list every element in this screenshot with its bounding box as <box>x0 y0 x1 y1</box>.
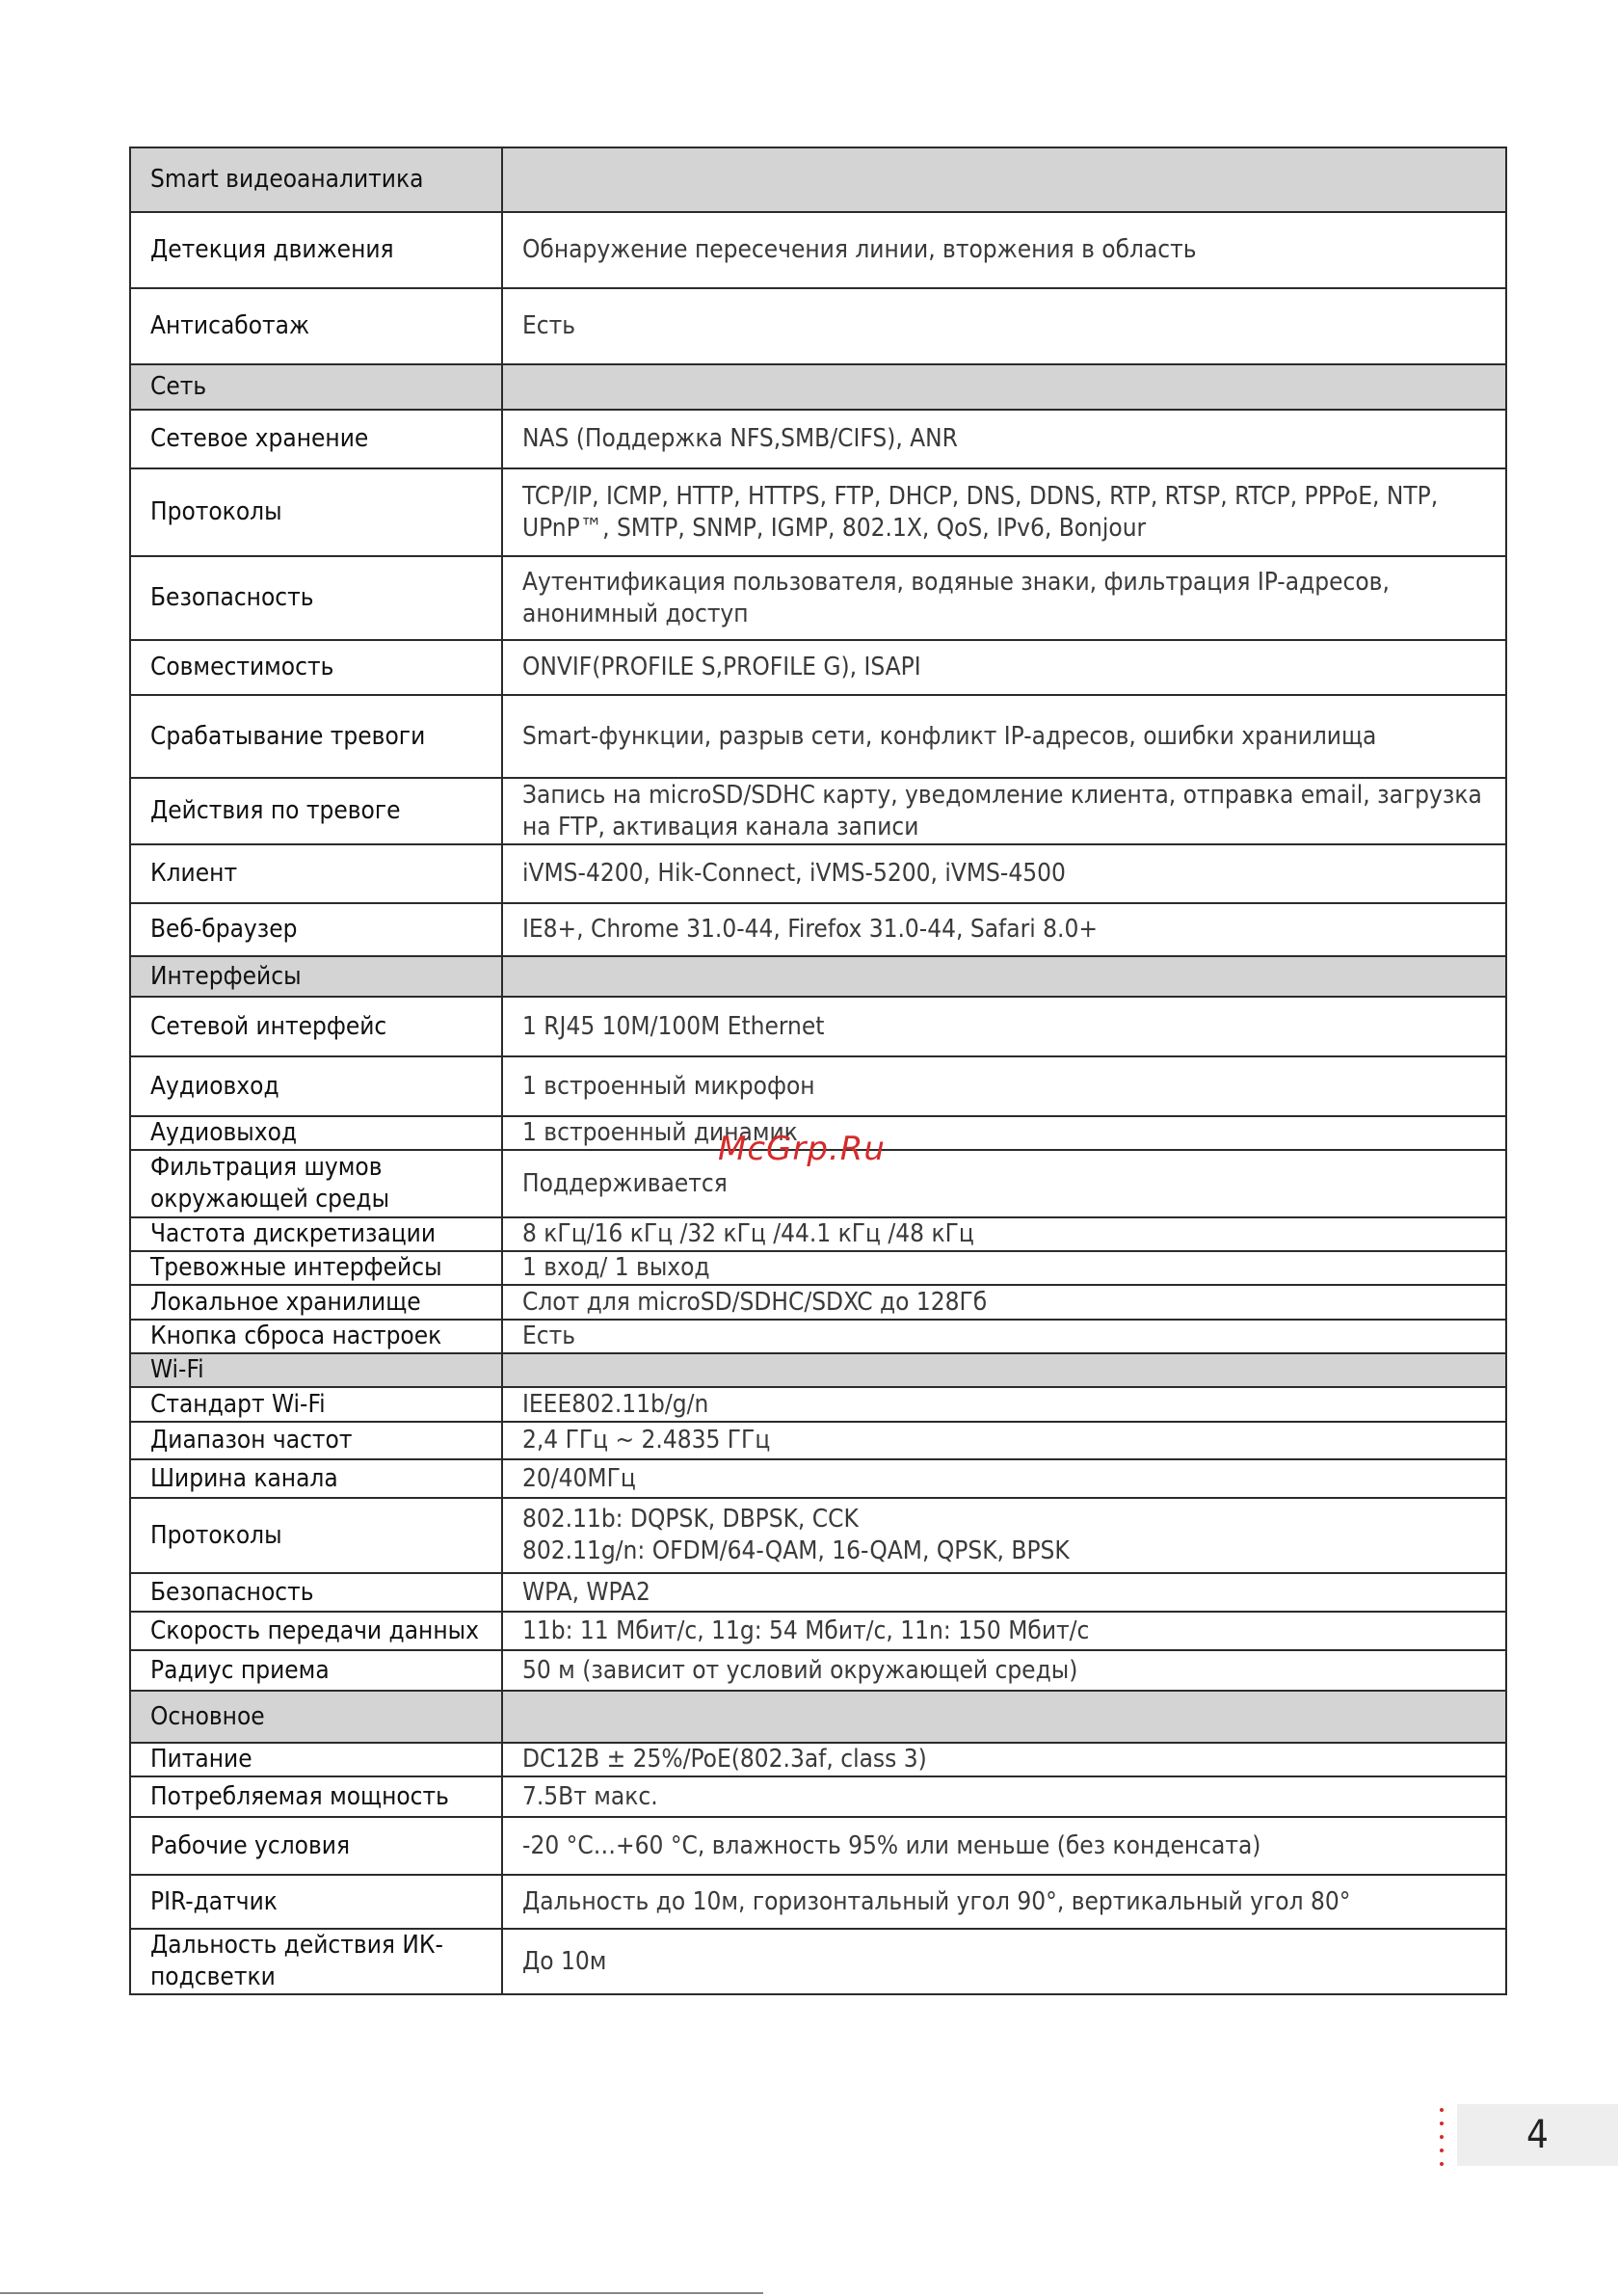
spec-value: 1 встроенный динамик <box>502 1116 1506 1150</box>
section-blank <box>502 1353 1506 1387</box>
spec-value: Есть <box>502 288 1506 364</box>
section-blank <box>502 147 1506 212</box>
spec-row <box>130 1459 1506 1498</box>
spec-label: Клиент <box>130 844 502 903</box>
spec-label: Питание <box>130 1743 502 1776</box>
spec-row <box>130 903 1506 956</box>
spec-value: 802.11b: DQPSK, DBPSK, CCK 802.11g/n: OFDM/64-QAM, 16-QAM, QPSK, BPSK <box>502 1498 1506 1573</box>
spec-label: Веб-браузер <box>130 903 502 956</box>
spec-value: Слот для microSD/SDHC/SDXC до 128Гб <box>502 1285 1506 1320</box>
spec-value: Запись на microSD/SDHC карту, уведомление клиента, отправка email, загрузка на FTP, активация канала записи <box>502 778 1506 844</box>
section-title: Wi-Fi <box>130 1353 502 1387</box>
spec-label: Частота дискретизации <box>130 1217 502 1251</box>
spec-row <box>130 1817 1506 1875</box>
spec-label: Действия по тревоге <box>130 778 502 844</box>
page-number-box <box>1457 2104 1618 2166</box>
spec-value: Есть <box>502 1320 1506 1353</box>
spec-row <box>130 1612 1506 1650</box>
spec-label: Совместимость <box>130 640 502 695</box>
spec-row <box>130 844 1506 903</box>
spec-label: Аудиовход <box>130 1056 502 1116</box>
page-number: 4 <box>1526 2113 1549 2157</box>
spec-value: ONVIF(PROFILE S,PROFILE G), ISAPI <box>502 640 1506 695</box>
spec-row <box>130 1251 1506 1285</box>
spec-label: Скорость передачи данных <box>130 1612 502 1650</box>
section-title: Smart видеоаналитика <box>130 147 502 212</box>
spec-row <box>130 1650 1506 1691</box>
spec-value: DC12В ± 25%/PoE(802.3af, class 3) <box>502 1743 1506 1776</box>
spec-row <box>130 640 1506 695</box>
section-blank <box>502 1691 1506 1743</box>
spec-label: Сетевое хранение <box>130 410 502 468</box>
spec-row <box>130 1217 1506 1251</box>
spec-value: IEEE802.11b/g/n <box>502 1387 1506 1422</box>
spec-label: Антисаботаж <box>130 288 502 364</box>
spec-row <box>130 410 1506 468</box>
spec-row <box>130 1498 1506 1573</box>
spec-value: WPA, WPA2 <box>502 1573 1506 1612</box>
spec-label: Срабатывание тревоги <box>130 695 502 778</box>
spec-label: Кнопка сброса настроек <box>130 1320 502 1353</box>
spec-value: Аутентификация пользователя, водяные знаки, фильтрация IP-адресов, анонимный доступ <box>502 556 1506 640</box>
spec-row <box>130 1929 1506 1994</box>
spec-row <box>130 1285 1506 1320</box>
spec-row <box>130 1743 1506 1776</box>
spec-row <box>130 556 1506 640</box>
spec-value: Обнаружение пересечения линии, вторжения в область <box>502 212 1506 288</box>
spec-label: PIR-датчик <box>130 1875 502 1929</box>
spec-value: 1 RJ45 10M/100M Ethernet <box>502 997 1506 1056</box>
spec-value: 50 м (зависит от условий окружающей среды) <box>502 1650 1506 1691</box>
spec-label: Протоколы <box>130 1498 502 1573</box>
spec-value: 11b: 11 Мбит/с, 11g: 54 Мбит/с, 11n: 150 Мбит/с <box>502 1612 1506 1650</box>
spec-value: До 10м <box>502 1929 1506 1994</box>
spec-value: IE8+, Chrome 31.0-44, Firefox 31.0-44, Safari 8.0+ <box>502 903 1506 956</box>
spec-row <box>130 1573 1506 1612</box>
spec-value: Smart-функции, разрыв сети, конфликт IP-адресов, ошибки хранилища <box>502 695 1506 778</box>
spec-label: Сетевой интерфейс <box>130 997 502 1056</box>
spec-value: 1 встроенный микрофон <box>502 1056 1506 1116</box>
spec-value: 7.5Вт макс. <box>502 1776 1506 1817</box>
spec-row <box>130 997 1506 1056</box>
spec-value: 20/40МГц <box>502 1459 1506 1498</box>
section-title: Основное <box>130 1691 502 1743</box>
spec-label: Фильтрация шумов окружающей среды <box>130 1150 502 1217</box>
page-dots-decoration <box>1440 2108 1444 2166</box>
spec-row <box>130 1387 1506 1422</box>
spec-label: Безопасность <box>130 1573 502 1612</box>
section-blank <box>502 364 1506 410</box>
spec-value: iVMS-4200, Hik-Connect, iVMS-5200, iVMS-4500 <box>502 844 1506 903</box>
spec-row <box>130 778 1506 844</box>
spec-row <box>130 695 1506 778</box>
spec-row <box>130 212 1506 288</box>
spec-table-body <box>130 147 1506 1994</box>
section-header-row <box>130 1353 1506 1387</box>
spec-label: Локальное хранилище <box>130 1285 502 1320</box>
watermark: McGrp.Ru <box>718 1130 886 1168</box>
spec-label: Тревожные интерфейсы <box>130 1251 502 1285</box>
section-header-row <box>130 1691 1506 1743</box>
spec-value: Поддерживается <box>502 1150 1506 1217</box>
spec-value: 2,4 ГГц ~ 2.4835 ГГц <box>502 1422 1506 1459</box>
spec-label: Потребляемая мощность <box>130 1776 502 1817</box>
section-blank <box>502 956 1506 997</box>
spec-value: TCP/IP, ICMP, HTTP, HTTPS, FTP, DHCP, DNS, DDNS, RTP, RTSP, RTCP, PPPoE, NTP, UPnP™, SMTP, SNMP, IGMP, 802.1X, QoS, IPv6, Bonjour <box>502 468 1506 556</box>
spec-value: NAS (Поддержка NFS,SMB/CIFS), ANR <box>502 410 1506 468</box>
spec-label: Рабочие условия <box>130 1817 502 1875</box>
spec-label: Стандарт Wi-Fi <box>130 1387 502 1422</box>
spec-row <box>130 1320 1506 1353</box>
spec-value: Дальность до 10м, горизонтальный угол 90°, вертикальный угол 80° <box>502 1875 1506 1929</box>
spec-label: Диапазон частот <box>130 1422 502 1459</box>
spec-row <box>130 1056 1506 1116</box>
spec-label: Аудиовыход <box>130 1116 502 1150</box>
spec-label: Безопасность <box>130 556 502 640</box>
spec-label: Радиус приема <box>130 1650 502 1691</box>
section-title: Интерфейсы <box>130 956 502 997</box>
section-header-row <box>130 956 1506 997</box>
spec-table <box>129 147 1507 1995</box>
spec-label: Ширина канала <box>130 1459 502 1498</box>
spec-value: 8 кГц/16 кГц /32 кГц /44.1 кГц /48 кГц <box>502 1217 1506 1251</box>
spec-row <box>130 288 1506 364</box>
spec-label: Протоколы <box>130 468 502 556</box>
section-header-row <box>130 364 1506 410</box>
spec-row <box>130 1776 1506 1817</box>
spec-row <box>130 1422 1506 1459</box>
spec-label: Дальность действия ИК-подсветки <box>130 1929 502 1994</box>
section-header-row <box>130 147 1506 212</box>
bottom-rule <box>0 2292 763 2294</box>
spec-label: Детекция движения <box>130 212 502 288</box>
spec-value: -20 °C…+60 °C, влажность 95% или меньше (без конденсата) <box>502 1817 1506 1875</box>
section-title: Сеть <box>130 364 502 410</box>
spec-row <box>130 468 1506 556</box>
spec-value: 1 вход/ 1 выход <box>502 1251 1506 1285</box>
spec-row <box>130 1875 1506 1929</box>
